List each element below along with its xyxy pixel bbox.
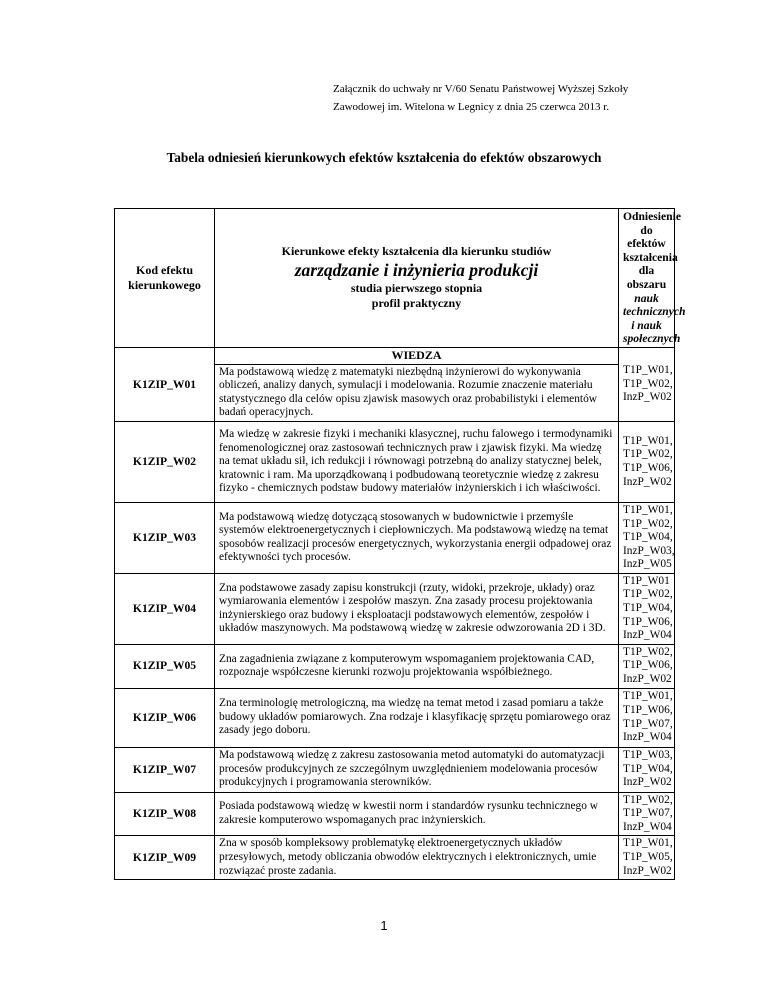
ref-code: T1P_W04,	[623, 531, 673, 544]
effect-refs	[619, 347, 675, 421]
ref-code: T1P_W04,	[623, 762, 673, 775]
effect-description: Ma podstawową wiedzę z zakresu zastosowania metod automatyki do automatyzacji procesów produkcyjnych ze szczególnym uwzględnieniem modelowania procesów produkcyjnych i programowania sterowników.	[215, 747, 619, 792]
section-heading: WIEDZA	[215, 347, 619, 364]
header-ref-line: do efektów	[627, 223, 666, 251]
ref-code: InzP_W02	[623, 475, 672, 488]
header-ref-italic-line: i nauk	[631, 318, 662, 332]
table-row	[115, 688, 675, 747]
effect-description: Zna terminologię metrologiczną, ma wiedzę na temat metod i zasad pomiaru a także budowy układów pomiarowych. Zna rodzaje i klasyfikację sprzętu pomiarowego oraz zasady jego doboru.	[215, 688, 619, 747]
header-main-line-1: Kierunkowe efekty kształcenia dla kierunku studiów	[281, 244, 552, 259]
effect-refs	[619, 502, 675, 573]
ref-code: T1P_W01,	[623, 364, 673, 377]
header-code-line-2: kierunkowego	[128, 277, 201, 292]
header-ref-line: kształcenia	[623, 250, 678, 264]
table-row	[115, 792, 675, 836]
ref-code: T1P_W06,	[623, 615, 673, 628]
ref-code: T1P_W07,	[623, 717, 673, 730]
table-row	[115, 573, 675, 644]
ref-code: T1P_W01,	[623, 503, 673, 516]
annex-note	[333, 80, 733, 116]
effect-refs	[619, 644, 675, 688]
effect-description: Zna zagadnienia związane z komputerowym wspomaganiem projektowania CAD, rozpoznaje współczesne kierunki rozwoju projektowania współbieżnego.	[215, 644, 619, 688]
header-level: studia pierwszego stopnia	[350, 281, 483, 296]
effect-refs	[619, 792, 675, 836]
ref-code: InzP_W04	[623, 629, 672, 642]
table-header-row	[115, 209, 675, 348]
table-row	[115, 502, 675, 573]
effect-code: K1ZIP_W06	[115, 688, 215, 747]
header-profile: profil praktyczny	[371, 296, 462, 311]
table-row	[115, 421, 675, 502]
effect-code: K1ZIP_W08	[115, 792, 215, 836]
effect-description: Ma podstawową wiedzę dotyczącą stosowanych w budownictwie i przemyśle systemów elektroenergetycznych i ciepłowniczych. Ma podstawową wiedzę na temat sposobów realizacji procesów energetycznych, wykorzystania energii odpadowej oraz efektywności tych procesów.	[215, 502, 619, 573]
header-code-cell	[115, 209, 215, 348]
ref-code: T1P_W07,	[623, 807, 673, 820]
effect-code: K1ZIP_W01	[115, 347, 215, 421]
header-main-cell	[215, 209, 619, 348]
ref-code: T1P_W06,	[623, 704, 673, 717]
ref-code: InzP_W02	[623, 673, 672, 686]
table-row	[115, 836, 675, 880]
table-row	[115, 644, 675, 688]
header-ref-cell	[619, 209, 686, 348]
ref-code: T1P_W06,	[623, 461, 673, 474]
effect-refs	[619, 573, 675, 644]
effect-code: K1ZIP_W04	[115, 573, 215, 644]
ref-code: InzP_W04	[623, 731, 672, 744]
effect-description: Zna w sposób kompleksowy problematykę elektroenergetycznych układów przesyłowych, metody obliczania obwodów elektrycznych i elektronicznych, umie rozwiązać proste zadania.	[215, 836, 619, 880]
effect-refs	[619, 747, 675, 792]
effect-code: K1ZIP_W02	[115, 421, 215, 502]
ref-code: T1P_W02,	[623, 517, 673, 530]
header-ref-line: Odniesienie	[623, 210, 681, 223]
ref-code: InzP_W02	[623, 776, 672, 789]
annex-line-2: Zawodowej im. Witelona w Legnicy z dnia 25 czerwca 2013 r.	[333, 101, 610, 113]
ref-code: InzP_W04	[623, 820, 672, 833]
header-ref-italic-line: społecznych	[623, 332, 681, 346]
ref-code: T1P_W02,	[623, 645, 673, 658]
ref-code: T1P_W05,	[623, 851, 673, 863]
ref-code: T1P_W01,	[623, 837, 673, 850]
document-title: Tabela odniesień kierunkowych efektów kształcenia do efektów obszarowych	[166, 150, 602, 165]
ref-code: InzP_W02	[623, 864, 672, 877]
ref-code: T1P_W01,	[623, 434, 673, 447]
header-ref-line: dla obszaru	[626, 264, 667, 291]
effect-description: Ma wiedzę w zakresie fizyki i mechaniki klasycznej, ruchu falowego i termodynamiki fenomenologicznej oraz zastosowań technicznych praw i zjawisk fizyki. Ma wiedzę na temat układu sił, ich redukcji i równowagi potrzebną do analizy statycznej belek, kratownic i ram. Ma uporządkowaną i podbudowaną teoretycznie wiedzę z zakresu fizyko - chemicznych podstaw budowy materiałów inżynierskich i ich właściwości.	[215, 421, 619, 502]
ref-code: InzP_W03,	[623, 544, 675, 557]
ref-code: InzP_W05	[623, 558, 672, 571]
ref-code: T1P_W06,	[623, 659, 673, 672]
effects-table	[114, 208, 686, 880]
ref-code: T1P_W01,	[623, 690, 673, 703]
annex-line-1: Załącznik do uchwały nr V/60 Senatu Państwowej Wyższej Szkoły	[333, 83, 629, 95]
header-ref-italic-line: technicznych	[623, 305, 686, 319]
effect-code: K1ZIP_W03	[115, 502, 215, 573]
effect-description: Ma podstawową wiedzę z matematyki niezbędną inżynierowi do wykonywania obliczeń, analizy danych, symulacji i modelowania. Rozumie znaczenie materiału statystycznego dla celów opisu zjawisk masowych oraz probabilistyki i elementów badań operacyjnych.	[215, 364, 619, 421]
header-ref-italic-line: nauk	[634, 291, 659, 305]
effect-refs	[619, 688, 675, 747]
effect-description: Zna podstawowe zasady zapisu konstrukcji (rzuty, widoki, przekroje, układy) oraz wymiarowania elementów i zespołów maszyn. Zna zasady procesu projektowania inżynierskiego oraz budowy i eksploatacji podstawowych elementów, zespołów i układów maszynowych. Ma podstawową wiedzę w zakresie odwzorowania 2D i 3D.	[215, 573, 619, 644]
ref-code: T1P_W02,	[623, 793, 673, 806]
effect-code: K1ZIP_W05	[115, 644, 215, 688]
ref-code: InzP_W02	[623, 391, 672, 404]
header-field-name: zarządzanie i inżynieria produkcji	[294, 260, 539, 281]
ref-code: T1P_W02,	[623, 377, 673, 390]
ref-code: T1P_W04,	[623, 602, 673, 615]
effect-description: Posiada podstawową wiedzę w kwestii norm i standardów rysunku technicznego w zakresie komputerowo wspomaganych prac inżynierskich.	[215, 792, 619, 836]
ref-code: T1P_W03,	[623, 749, 673, 762]
table-row	[115, 747, 675, 792]
effect-code: K1ZIP_W07	[115, 747, 215, 792]
effect-code: K1ZIP_W09	[115, 836, 215, 880]
effect-refs	[619, 836, 675, 880]
section-row	[115, 347, 675, 364]
ref-code: T1P_W02,	[623, 448, 673, 461]
header-code-line-1: Kod efektu	[136, 262, 193, 277]
page-number: 1	[380, 918, 388, 933]
ref-code: T1P_W01	[623, 574, 670, 587]
ref-code: T1P_W02,	[623, 588, 673, 601]
effect-refs	[619, 421, 675, 502]
